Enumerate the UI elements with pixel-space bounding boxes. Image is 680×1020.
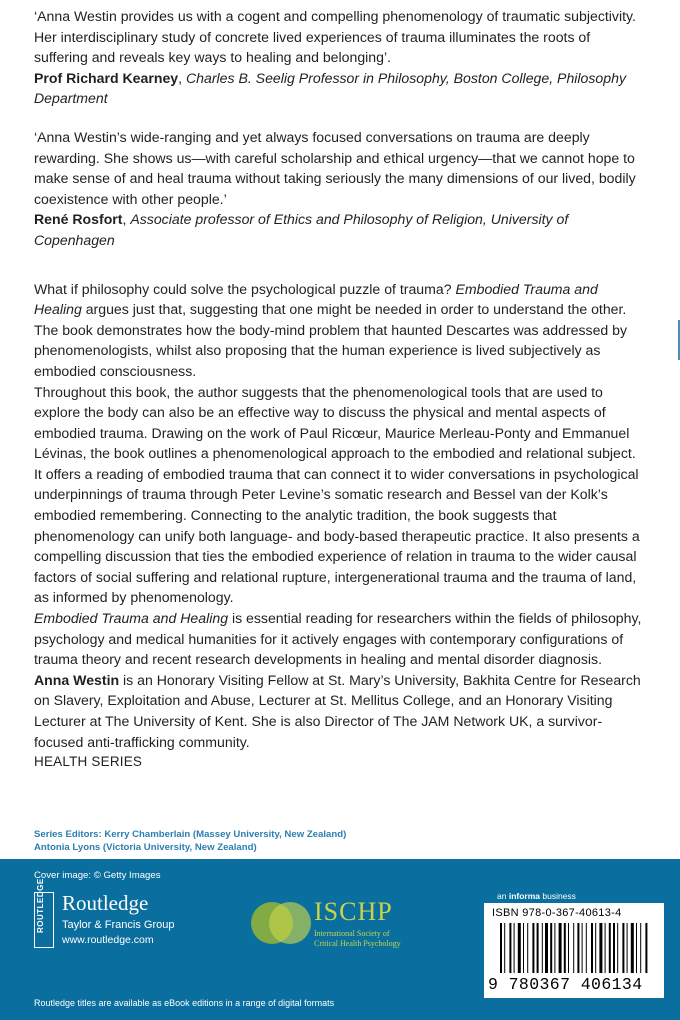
- barcode-number: 9 780367 406134: [488, 975, 643, 994]
- barcode-bar: [591, 923, 593, 973]
- endorser-name: Prof Richard Kearney: [34, 69, 179, 86]
- endorser-name: René Rosfort: [34, 211, 123, 228]
- barcode-bar: [613, 923, 615, 973]
- endorsement-1: [34, 6, 646, 109]
- description-paragraph-1: What if philosophy could solve the psychological puzzle of trauma? Embodied Trauma and Healing argues just that, suggesting that one might be needed in order to understand the other. The book demonstrates how the body-mind problem that haunted Descartes was addressed by phenomenologists, whilst also proposing that the human experience is lived subjectively as embodied consciousness.: [34, 280, 628, 379]
- barcode-bar: [545, 923, 548, 973]
- barcode-bar: [509, 923, 511, 973]
- ischp-circles-icon: [250, 893, 312, 953]
- barcode-bar: [586, 923, 587, 973]
- barcode-bar: [518, 923, 521, 973]
- ischp-name: ISCHP: [314, 897, 393, 926]
- publisher-footer: [0, 859, 680, 1020]
- book-title: Embodied Trauma and Healing: [34, 280, 598, 318]
- endorsement-2: [34, 127, 646, 251]
- barcode-bar: [627, 923, 628, 973]
- routledge-mark-icon: ROUTLEDGE: [34, 892, 54, 948]
- barcode-bar: [527, 923, 528, 973]
- cover-credit: Cover image: © Getty Images: [34, 870, 161, 881]
- barcode-bar: [542, 923, 543, 973]
- ischp-logo: [250, 893, 450, 953]
- author-name: Anna Westin: [34, 671, 120, 688]
- barcode-bar: [617, 923, 618, 973]
- barcode: [484, 903, 664, 998]
- barcode-bar: [532, 923, 534, 973]
- routledge-logo: [34, 878, 204, 949]
- barcode-bar: [605, 923, 606, 973]
- endorsement-quote: ‘Anna Westin’s wide-ranging and yet always focused conversations on trauma are deeply rewarding. She shows us—with careful scholarship and ethical urgency—that we cannot hope to make sense of and heal trauma without taking seriously the many dimensions of our lived, bodily coexistence with other people.’: [34, 128, 636, 207]
- endorser-title: Charles B. Seelig Professor in Philosophy, Boston College, Philosophy Department: [34, 69, 626, 107]
- barcode-bar: [640, 923, 641, 973]
- barcode-bar: [500, 923, 502, 973]
- publisher-name: Routledge: [62, 891, 149, 915]
- barcode-bar: [550, 923, 552, 973]
- ischp-full-name: International Society of Critical Health Psychology: [314, 929, 401, 948]
- barcode-bar: [504, 923, 505, 973]
- barcode-bar: [631, 923, 634, 973]
- barcode-bar: [636, 923, 637, 973]
- book-title: Embodied Trauma and Healing: [34, 610, 229, 627]
- barcode-bar: [554, 923, 555, 973]
- barcode-bar: [564, 923, 566, 973]
- barcode-bar: [595, 923, 596, 973]
- publisher-url: www.routledge.com: [62, 934, 154, 946]
- barcode-bar: [582, 923, 583, 973]
- barcode-bar: [573, 923, 574, 973]
- barcode-bar: [622, 923, 624, 973]
- barcode-bar: [609, 923, 611, 973]
- barcode-bar: [523, 923, 524, 973]
- isbn: ISBN 978-0-367-40613-4: [492, 907, 622, 919]
- series-editors: [34, 828, 346, 854]
- barcode-bar: [577, 923, 579, 973]
- description-paragraph-2: Throughout this book, the author suggests that the phenomenological tools that are used to explore the body can also be an effective way to discuss the physical and mental aspects of embodied trauma. Drawing on the work of Paul Ricœur, Maurice Merleau-Ponty and Emmanuel Lévinas, the book outlines a phenomenological approach to the embodied and relational subject. It offers a reading of embodied trauma that can connect it to wider conversations in psychological underpinnings of trauma through Peter Levine’s somatic research and Bessel van der Kolk’s embodied remembering. Connecting to the analytic tradition, the book suggests that phenomenology can unify both language- and body-based therapeutic practice. It also presents a compelling discussion that ties the embodied experience of relation in trauma to the wider causal factors of social suffering and relational rupture, intergenerational trauma and the trauma of land, as informed by phenomenology.: [34, 383, 640, 606]
- barcode-bar: [559, 923, 562, 973]
- back-cover-text: [34, 6, 646, 773]
- description-paragraph-3: Embodied Trauma and Healing is essential reading for researchers within the fields of philosophy, psychology and medical humanities for it actively engages with contemporary configurations of trauma theory and recent research developments in healing and mental disorder diagnosis.: [34, 610, 642, 668]
- endorsement-attribution: René Rosfort, Associate professor of Ethics and Philosophy of Religion, University of Copenhagen: [34, 211, 569, 248]
- series-editor-line: Antonia Lyons (Victoria University, New Zealand): [34, 842, 257, 853]
- barcode-bar: [645, 923, 647, 973]
- barcode-bar: [514, 923, 515, 973]
- publisher-group: Taylor & Francis Group: [62, 919, 175, 931]
- endorsement-quote: ‘Anna Westin provides us with a cogent and compelling phenomenology of traumatic subjectivity. Her interdisciplinary study of concrete lived experiences of trauma illuminates the roots of suffering and reveals key ways to healing and belonging’.: [34, 8, 636, 66]
- endorsement-attribution: Prof Richard Kearney, Charles B. Seelig Professor in Philosophy, Boston College, Philosophy Department: [34, 69, 626, 107]
- series-editor-line: Series Editors: Kerry Chamberlain (Massey University, New Zealand): [34, 829, 347, 840]
- endorser-title: Associate professor of Ethics and Philosophy of Religion, University of Copenhagen: [34, 211, 569, 248]
- informa-business: an informa business: [497, 891, 576, 901]
- author-bio: Anna Westin is an Honorary Visiting Fellow at St. Mary’s University, Bakhita Centre for Research on Slavery, Exploitation and Abuse, Lecturer at St. Mellitus College, and an Honorary Visiting Lecturer at The University of Kent. She is also Director of The JAM Network UK, a survivor-focused anti-trafficking community.: [34, 671, 641, 750]
- ebook-note: Routledge titles are available as eBook editions in a range of digital formats: [34, 998, 335, 1008]
- barcode-bars: [500, 923, 650, 973]
- barcode-bar: [599, 923, 602, 973]
- barcode-bar: [537, 923, 539, 973]
- series-name: HEALTH SERIES: [34, 754, 143, 770]
- barcode-bar: [568, 923, 569, 973]
